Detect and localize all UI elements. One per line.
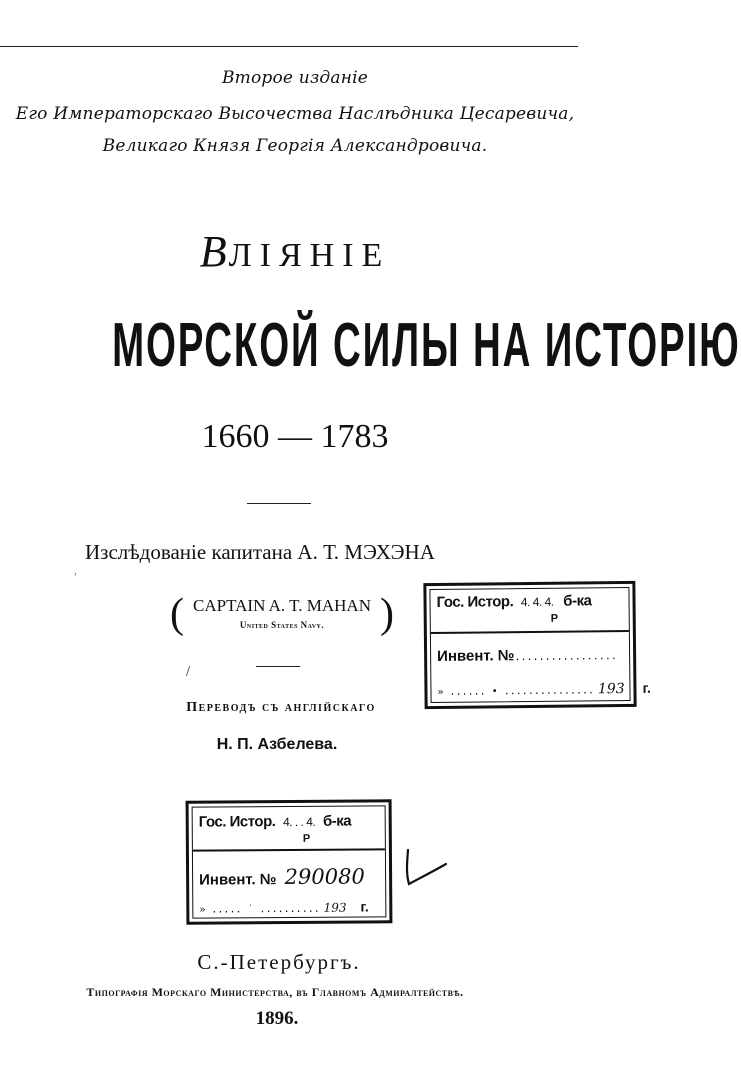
- library-stamp-top: [423, 581, 651, 709]
- stamp-border: [429, 587, 651, 703]
- stamp-subheader: Р: [302, 832, 311, 845]
- years: 1660 — 1783: [201, 418, 389, 455]
- stamp-date-end: г.: [360, 898, 369, 915]
- stamp-inventory: Инвент. №.................: [437, 647, 617, 665]
- stamp-separator: [193, 848, 385, 851]
- stamp-inventory: [199, 864, 365, 889]
- ink-speck: ,: [74, 566, 78, 577]
- title-line-1-rest: ЛІЯНІЕ: [228, 237, 391, 274]
- stamp-header-right: б-ка: [322, 812, 352, 830]
- edition-line: Второе изданіе: [221, 68, 369, 88]
- stamp-header: [199, 813, 351, 831]
- city: С.-Петербургъ.: [197, 950, 361, 974]
- stamp-inventory-number: 290080: [284, 864, 365, 890]
- stamp-date: » ...... • ............... 193 г.: [437, 679, 651, 698]
- captain-english: CAPTAIN A. T. MAHAN: [193, 596, 371, 615]
- stamp-subheader: Р: [550, 612, 559, 625]
- english-author-block: [170, 591, 394, 640]
- right-paren: ): [380, 591, 394, 637]
- translation-line: Переводъ съ англійскаго: [186, 700, 376, 715]
- stamp-date: » ..... ˙ .......... 193 г.: [199, 898, 369, 916]
- stamp-inventory-label: Инвент. №: [199, 871, 277, 889]
- handwritten-check-mark: [402, 848, 448, 888]
- stamp-header-mid: 4. . . 4.: [283, 814, 316, 830]
- stamp-inventory-label: Инвент. №: [437, 647, 515, 665]
- stamp-header-mid: 4. 4. 4.: [520, 594, 554, 610]
- dedication-line-2: Великаго Князя Георгія Александровича.: [102, 136, 488, 156]
- title-line-2: МОРСКОЙ СИЛЫ НА ИСТОРІЮ: [112, 311, 741, 380]
- printer-line: Типографія Морскаго Министерства, въ Главномъ Адмиралтействѣ.: [86, 985, 464, 999]
- top-rule: [0, 46, 578, 47]
- library-stamp-bottom: [186, 799, 393, 924]
- stamp-header: [436, 592, 591, 611]
- title-line-1: [0, 226, 590, 277]
- dedication-line-1: Его Императорскаго Высочества Наслѣдника Цесаревича,: [15, 104, 575, 124]
- stamp-header-left: Гос. Истор.: [436, 593, 514, 611]
- stamp-date-end: г.: [642, 679, 651, 696]
- navy-english: United States Navy.: [239, 620, 325, 630]
- author-line: Изслѣдованіе капитана А. Т. МЭХЭНА: [85, 540, 435, 564]
- translator-name: Н. П. Азбелева.: [216, 736, 338, 753]
- stamp-date-year: 193: [323, 900, 347, 915]
- stamp-date-year: 193: [597, 681, 625, 698]
- stamp-header-left: Гос. Истор.: [198, 813, 276, 831]
- publication-year: 1896.: [255, 1008, 299, 1029]
- ink-tick: /: [186, 664, 191, 678]
- divider-rule-2: [256, 666, 300, 667]
- stamp-border: [192, 805, 387, 918]
- divider-rule: [247, 503, 311, 504]
- left-paren: (: [170, 591, 184, 637]
- stamp-header-right: б-ка: [563, 592, 592, 610]
- stamp-separator: [431, 630, 629, 634]
- title-initial: В: [199, 227, 229, 276]
